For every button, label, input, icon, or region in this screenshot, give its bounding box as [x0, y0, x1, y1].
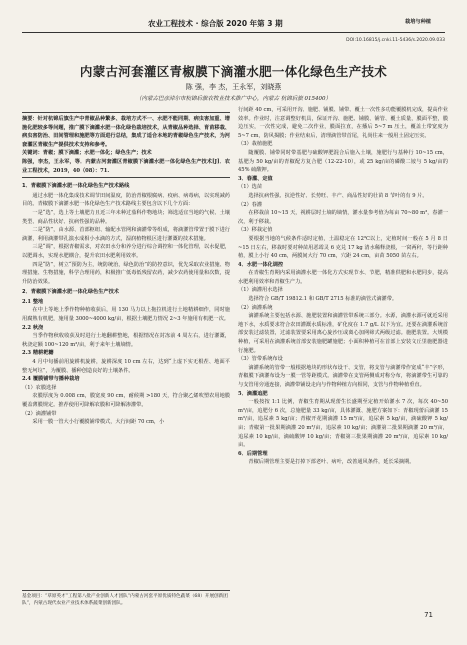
subsubsection-heading: （1）农膜选择	[22, 384, 57, 391]
affiliation: （内蒙古巴彦淖尔市杭锦后旗农牧业技术推广中心，内蒙古 杭锦后旗 015400）	[136, 96, 331, 102]
page-number: 71	[424, 611, 433, 619]
section-heading: 2．青椒膜下滴灌水肥一体化绿色生产技术	[22, 289, 119, 296]
subsubsection-heading: （2）滴灌铺带	[22, 410, 57, 417]
journal-issue: 农业工程技术 · 综合版 2020 年第 3 期	[148, 19, 283, 28]
paragraph: 在移栽前 10~15 天，视耕层时土墒的墒情，灌水量参考值为每亩 70~80 m³，春灌一次，利于移栽。	[238, 210, 448, 225]
paragraph: 二是“防”，由水源、首部枢纽、输配水管网和滴灌带等组成，将滴灌管带置于膜下进行滴灌，利用滴灌带孔演水成相小水滴的方式，湿润植物根区进行灌溉的技术措施。	[22, 227, 230, 242]
paragraph: 当季作物秋收收获及时进行土地翻耕整地，根据情况在封冻前 4 周左右，进行灌溉，秋浇定额 100~120 m³/亩，利于来年土壤墒情。	[22, 333, 230, 348]
paragraph: 滴灌系统的管带一般根据地块的形状布设干、支管，将支管与滴灌带作宽成“丰”字形，青椒膜下滴灌布设为一膜一管等距模式。滴灌带在支管两侧成对称分布，将滴灌带生可靠的与支管用旁通连接，滴灌带铺设走向与作物种植方向相同，支管与作物种植垂直。	[238, 364, 448, 388]
subsubsection-heading: （2）滴灌系统	[238, 304, 273, 311]
paragraph: 滴灌系统主要包括水源、施肥装置和滴灌管带系统三部分。水源，滴灌水源可就近采用地下水，水质要求符合农田灌溉水质标准，矿化度在 1.7 g/L 以下为宜。还要在滴灌系统首部安装过滤装置，过滤装置要采用离心旋沙压或离心加网筛式两级过滤。施肥装置。大规模种植，可采用在滴灌系统首部安装施肥罐施肥；小面积种植可在首部上安装文丘里施肥器进行施肥。	[238, 313, 448, 354]
right-column	[238, 106, 448, 467]
subsection-heading: 2.2 秋浇	[22, 324, 44, 331]
subsubsection-heading: （3）栽植施肥	[238, 141, 273, 148]
keywords: 关键词：青椒；膜下滴灌；水肥一体化；绿色生产；技术	[22, 150, 152, 157]
subsubsection-heading: （3）移栽定值	[238, 227, 273, 234]
header-rule	[22, 32, 445, 33]
subsection-heading: 4．水肥一体化调控	[238, 261, 284, 268]
footnote: 基金项目：“草原英才”工程第八批产业创新人才团队“内蒙古河套平原优质特色蔬菜（68）开展创新团队”，内蒙古现代农业产业技术体系蔬菜创新团队。	[22, 590, 230, 607]
paragraph: 4 月中旬播前用旋耕机旋耕，旋耕深度 10 cm 左右，达到“上虚下实无根茬、地面平整无坷垃”，为覆膜、播种创造良好的土壤条件。	[22, 359, 230, 374]
paragraph: 四是“防”，树立“预防为主，统防统治，绿色防治”的防控意识，优先采取农业措施、物理措施、生物措施，科学合理用药，积极推广低毒低残留农药，减少农药使用量和次数，提升防治效果。	[22, 261, 230, 285]
paragraph: 一般按按 1:1 比例，青椒生育期从现蕾生长盛期至定植开始灌水 7 次，每次 40~50 m³/亩，追肥分 6 次，总施肥量 33 kg/亩，具体灌溉、施肥方案如下：青椒现蕾后滴灌 15 m³/亩，追尿素 5 kg/亩；青椒开花期滴灌 15 m³/亩，追尿素 5 kg/亩，滴硫酸钾 5 kg/亩；青椒第一批果期滴灌 20 m³/亩，追尿素 10 kg/亩；滴灌第二批果期滴灌 20 m³/亩，追尿素 10 kg/亩，滴硫酸钾 10 kg/亩；青椒第三批果期滴灌 20 m³/亩，追尿素 10 kg/亩。	[238, 399, 448, 449]
paragraph: 三是“调”，根据青椒需求，对农田水分和养分进行综合调控和一体化管理，以水促肥，以肥调水，实现水肥耦合，提升农田水肥利用效率。	[22, 244, 230, 259]
left-column	[22, 106, 230, 427]
subsection-heading: 3．春灌、定值	[238, 175, 273, 182]
column-name: 栽培与种植	[405, 19, 431, 25]
paper-title: 内蒙古河套灌区青椒膜下滴灌水肥一体化绿色生产技术	[79, 64, 388, 79]
section-heading: 1．青椒膜下滴灌水肥一体化绿色生产技术路线	[22, 183, 130, 190]
abstract-box	[22, 112, 230, 178]
paragraph: 随覆膜、铺带同时带基肥与硫酸钾肥混合后施入土壤，施肥行与基种行 10~15 cm，基肥为 50 kg/亩的青椒配方复合肥（12-22-10），或 25 kg/亩的磷酸二铵与 5 kg/亩的 45% 硫酸钾。	[238, 149, 448, 174]
subsubsection-heading: （3）管带系统布设	[238, 356, 283, 363]
subsection-heading: 6．后期管理	[238, 450, 268, 457]
author-list: 陈 强，李 杰，王永军，刘晓燕	[185, 83, 282, 91]
paragraph: 选择符合 GB/T 19812.1 和 GB/T 2715 标准的滴管式滴灌带。	[248, 296, 398, 303]
paragraph: 采用一膜一管大小行覆膜铺带模式，大行间距 70 cm，小	[32, 419, 165, 426]
subsection-heading: 2.1 整地	[22, 298, 44, 305]
paragraph: 选择抗病性强、抗逆性好、长势旺、丰产、商品性好的壮苗 8 节叶的有 9 片。	[248, 192, 428, 199]
citation: 陈强，李杰，王永军，等．内蒙古河套灌区青椒膜下滴灌水肥一体化绿色生产技术[J]．农业工程技术，2019，40（08）：71.	[22, 158, 230, 174]
doi-line: DOI:10.16815/j.cnki.11-5436/s.2020.09.033	[346, 38, 445, 43]
paragraph: 在中上等地上季作物种植收获后，用 130 马力以上拖拉机进行土地精耕细作，同时施用腐熟有机肥，施用量 3000~4000 kg/亩，根据土壤肥力情况 2~3 年施用有机肥一次。	[22, 307, 230, 323]
subsubsection-heading: （1）选苗	[238, 184, 263, 191]
paragraph: 在青椒生育期内采用滴灌水肥一体化方式实现节水、节肥，精准供肥和水肥同步，提高水肥利用效率和青椒生产力。	[238, 270, 448, 285]
paragraph: 行间距 40 cm，可采用开沟、施肥、铺膜、铺带、覆土一次性多功能覆膜机完成，提高作业效率。作业时，注意调整好机具，保证开沟、施肥、铺膜、铺管、覆土质量，膜面平整，膜边压实，一次性完成，避免二次作业，膜面拉直，在播后 5~7 m 压土，覆盖土带宽度为 5~7 cm，防风揭膜；作业结束后，清理滴管带首尾，礼尚往来一般用土固定压实。	[238, 107, 448, 139]
abstract: 摘要：针对杭锦后旗生产中青椒品种繁多、栽培方式不一、水肥不能同期、病虫害加重、增施化肥较多等问题，推广膜下滴灌水肥一体化绿色栽培技术，从青椒品种选择、育苗移栽、病虫害防治、田间管理和施肥等方面进行总结，集成了适合本地的青椒绿色生产技术，为河套灌区青椒生产提供技术支持和参考。	[22, 116, 230, 148]
subsubsection-heading: （2）春灌	[238, 201, 263, 208]
paragraph: 青椒后期管理主要是打掉下部老叶、病叶，改善通风条件，延长采摘期。	[248, 459, 415, 466]
running-header	[0, 18, 467, 32]
paragraph: 要根据当地的气候条件适时定植，土温稳定在 12℃以上，定植时间一般在 5 月 8 日~15 日左右，移栽时要对种苗用恶霉灵 6 克兑 17 kg 清水稀释浇根，一窝两秆，等行距种植，膜上小行 40 cm，两膜间大行 70 cm，穴距 24 cm，亩苗 5050 苗左右。	[238, 235, 448, 260]
subsection-heading: 2.3 精耕耙耱	[22, 350, 54, 357]
subsection-heading: 2.4 覆膜铺带与播种栽培	[22, 376, 80, 383]
subsection-heading: 5．滴灌追肥	[238, 390, 268, 397]
subsubsection-heading: （1）滴灌用水选择	[238, 287, 283, 294]
paragraph: 通过水肥一体化集成技术调节田间温度，防治青椒根腐病、疫病、病毒病，以实现减药目的。青椒膜下滴灌水肥一体化绿色生产技术路线主要包含以下几个方面：	[22, 192, 230, 208]
paragraph: 一是“选”，选上等土壤肥力且近三年未种过茄科作物地块；筛选适宜当地的气候、土壤类型、商品性状好、抗病性强的品种。	[22, 209, 230, 225]
paragraph: 农膜厚度为 0.008 cm，膜宽度 90 cm，耐候期 >180 天，符合聚乙烯吹塑农用地膜覆盖薄膜规定。推荐使用可降解农膜和可降解渗灌带。	[22, 393, 230, 408]
